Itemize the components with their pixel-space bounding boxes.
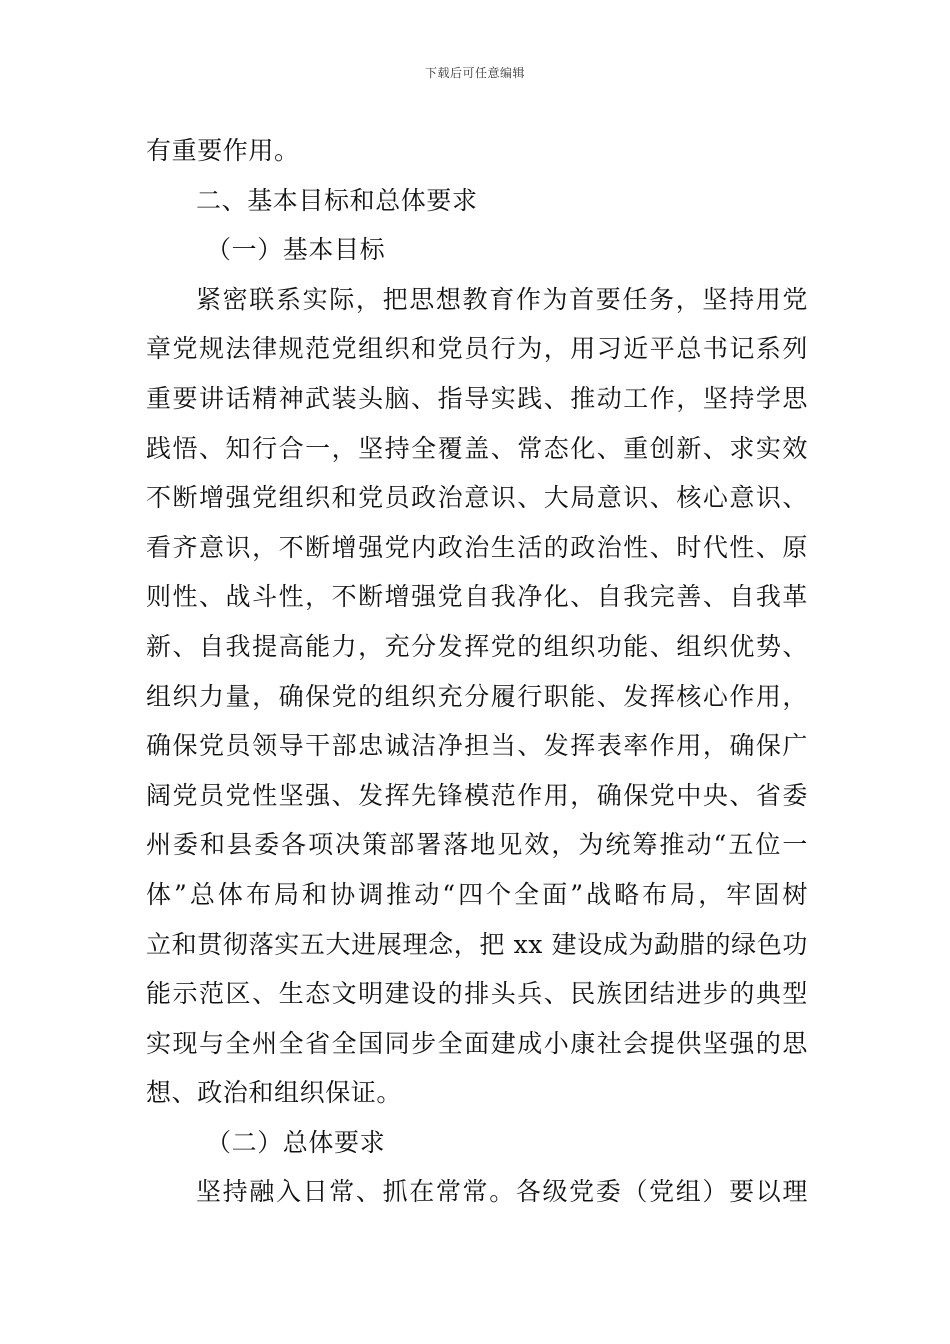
paragraph-line: 能示范区、生态文明建设的排头兵、民族团结进步的典型 bbox=[146, 979, 808, 1009]
subsection-heading: （一）基本目标 bbox=[206, 235, 386, 265]
paragraph-line: 坚持融入日常、抓在常常。各级党委（党组）要以理 bbox=[196, 1177, 808, 1207]
paragraph-line: 确保党员领导干部忠诚洁净担当、发挥表率作用，确保广 bbox=[146, 731, 808, 761]
paragraph-line: 组织力量，确保党的组织充分履行职能、发挥核心作用， bbox=[146, 681, 808, 711]
paragraph-line: 重要讲话精神武装头脑、指导实践、推动工作，坚持学思 bbox=[146, 383, 808, 413]
paragraph-line: 不断增强党组织和党员政治意识、大局意识、核心意识、 bbox=[146, 483, 808, 513]
paragraph-line: 看齐意识，不断增强党内政治生活的政治性、时代性、原 bbox=[146, 532, 808, 562]
paragraph-line: 州委和县委各项决策部署落地见效，为统筹推动“五位一 bbox=[146, 830, 808, 860]
paragraph-line: 实现与全州全省全国同步全面建成小康社会提供坚强的思 bbox=[146, 1028, 808, 1058]
paragraph-line: 体”总体布局和协调推动“四个全面”战略布局，牢固树 bbox=[146, 879, 808, 909]
paragraph-line: 阔党员党性坚强、发挥先锋模范作用，确保党中央、省委 bbox=[146, 780, 808, 810]
document-body bbox=[146, 126, 808, 1217]
paragraph-line: 新、自我提高能力，充分发挥党的组织功能、组织优势、 bbox=[146, 631, 808, 661]
subsection-heading: （二）总体要求 bbox=[206, 1127, 386, 1157]
paragraph-line: 立和贯彻落实五大进展理念，把 xx 建设成为勐腊的绿色功 bbox=[146, 929, 808, 959]
paragraph-line: 践悟、知行合一，坚持全覆盖、常态化、重创新、求实效 bbox=[146, 433, 808, 463]
paragraph-line: 章党规法律规范党组织和党员行为，用习近平总书记系列 bbox=[146, 334, 808, 364]
section-heading: 二、基本目标和总体要求 bbox=[196, 185, 478, 215]
paragraph-line: 紧密联系实际，把思想教育作为首要任务，坚持用党 bbox=[196, 284, 808, 314]
paragraph-line: 想、政治和组织保证。 bbox=[146, 1078, 403, 1108]
paragraph-line: 有重要作用。 bbox=[146, 136, 300, 165]
paragraph-line: 则性、战斗性，不断增强党自我净化、自我完善、自我革 bbox=[146, 582, 808, 612]
page-header-note: 下载后可任意编辑 bbox=[424, 66, 525, 80]
